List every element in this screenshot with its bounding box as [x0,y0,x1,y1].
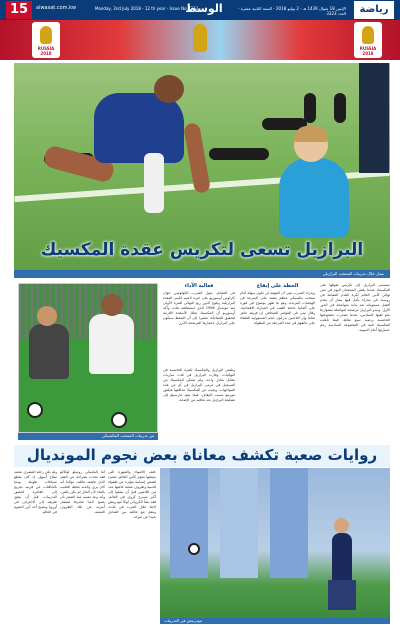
player-figure [29,324,69,379]
middle-photo-caption-bar [18,433,158,440]
middle-photo [18,283,158,433]
newspaper-logo: الوسط [185,2,223,15]
background-legs [359,63,389,173]
trophy-icon [193,24,207,52]
article-column: خلف الأضواء والشهرة التي يعيشها نجوم كأس العالم، تختبئ قصص إنسانية مؤثرة عن طفولة قاسية وظروف صعبة عاشها عدد من اللاعبين قبل أن يصلوا إلى أكبر مسرح كروي في العالم. فقد نشأ الكرواتي لوكا مودريتش لاجئا خلال الحرب في بلاده، وتنقل مع عائلته بين الفنادق بعيدا عن منزله. [108,470,156,519]
player-sock [144,153,164,213]
boy-hair [294,126,328,142]
player-jersey [94,93,184,163]
player-head [37,306,57,326]
bottom-story-photo [160,468,390,618]
bottom-headline: روايات صعبة تكشف معاناة بعض نجوم المونديال [26,446,378,464]
player-legs [328,580,356,610]
article-column: ولم تكن رحلة المصري محمد صلاح أسهل، إذ كان يقطع مسافات طويلة يوميا بالحافلات من قريته نجريج إلى القاهرة لحضور التدريبات، قبل أن يشق طريقه إلى الاحتراف في أوروبا ويصبح أحد أبرز النجوم في العالم. [14,470,57,514]
player-head [154,75,184,103]
trophy-icon [40,26,52,44]
page-number: 15 [6,1,32,19]
article-column: وتلتقي البرازيل والمكسيك للمرة الخامسة في النهائيات، وفازت البرازيل في ثلاث مباريات مقابل تعادل واحد، ولم تتمكن المكسيك من التسجيل في مرمى البرازيل في أي من هذه المواجهات. ويغيب عن المكسيك مدافعها هيكتور مورينو بسبب الإيقاف، فيما يعود مارسيلو إلى تشكيلة البرازيل بعد تعافيه من الإصابة. [163,368,235,402]
article-subhead: الخطة على إيقاع [256,283,299,289]
training-roller [209,148,269,160]
site-url: alwasat.com.kw [36,5,77,11]
article-column: ويدرك المدرب تيتي أن المهمة لن تكون سهلة أمام منتخب مكسيكي منظم يعتمد على السرعة في الهجمات المرتدة، وهو ما ظهر بوضوح في فوزه على ألمانيا حاملة اللقب في المباراة الافتتاحية. وقال تيتي في المؤتمر الصحافي إن فريقه جاهز تماما وإن اللاعبين يدركون حجم المسؤولية الملقاة على عاتقهم في هذه المرحلة من البطولة. [240,291,315,325]
issue-arabic: الإثنين 18 شوال 1439 هـ - 2 يوليو 2018 - السنة الثانية عشرة - العدد 3323 [238,6,346,16]
player-head [101,294,123,316]
logo-text: RUSSIA 2018 [359,46,377,56]
boy-figure [279,158,349,238]
player-figure [89,314,134,374]
training-roller [304,93,316,123]
dateline: Monday, 2nd July 2018 - 12 th year - Issue No.3323 [95,6,198,11]
world-cup-logo-right [354,22,382,58]
backdrop-panel [170,468,208,578]
top-photo-caption-bar [14,270,390,278]
article-column: في المقابل، يعول المدرب الكولومبي خوان كارلوس أوسوريو على خبرة لاعبيه لكسر العقدة البرازيلية وبلوغ الدور ربع النهائي للمرة الأولى منذ مونديال 1986 الذي استضافته بلاده. وأكد أوسوريو أن المكسيك تملك الأسلحة اللازمة لتحقيق المفاجأة، مشيرا إلى أن الضغط سيكون على البرازيل باعتبارها المرشحة الأبرز. [163,291,235,325]
world-cup-logo-left [32,22,60,58]
player-figure [332,533,352,583]
article-column: ستسعى البرازيل إلى تكريس تفوقها على المكسيك عندما يلتقي المنتخبان اليوم في ثمن نهائي كأس العالم لكرة القدم المقامة في روسيا، في مباراة يأمل فيها نيمار أن يقدم أفضل مستوياته بعد بداية متواضعة في الدور الأول. وتبدو البرازيل مرشحة لمواصلة مشوارها نحو لقبها السادس، بعدما تصدرت مجموعتها الخامسة برصيد سبع نقاط، فيما تأهلت المكسيك ثانية في المجموعة السادسة رغم خسارتها أمام السويد. [320,283,390,332]
bottom-photo-caption: مودريتش في التدريبات [164,618,203,623]
logo-text: RUSSIA 2018 [37,46,55,56]
training-roller [334,93,346,123]
world-cup-emblem-center [184,22,216,58]
ball-icon [27,402,43,418]
article-column: أما البلجيكي روميلو لوكاكو فقد تحدث بصراحة عن الفقر الذي عاشته عائلته، مؤكدا أنه كان يرى والدته تخلط الحليب بالماء لأن المال لم يكن يكفي، وأنه وعد نفسه منذ الصغر بأن يصبح لاعبا محترفا لينتشل أسرته من تلك الظروف الصعبة. [60,470,105,514]
middle-photo-caption: من تدريبات المنتخب المكسيكي [101,433,154,438]
backdrop-panel [220,468,258,578]
trophy-icon [362,26,374,44]
article-subhead: فعالية الأداء [184,283,214,289]
page-header [0,0,400,60]
ball-icon [111,412,127,428]
top-headline: البرازيل تسعى لتكريس عقدة المكسيك [40,240,364,260]
top-photo-caption: نيمار خلال تدريبات المنتخب البرازيلي [322,271,384,276]
section-label: رياضة [354,1,394,19]
backdrop-panel [270,468,308,578]
ball-icon [188,543,200,555]
player-head [334,518,349,533]
bottom-photo-caption-bar [160,618,390,624]
